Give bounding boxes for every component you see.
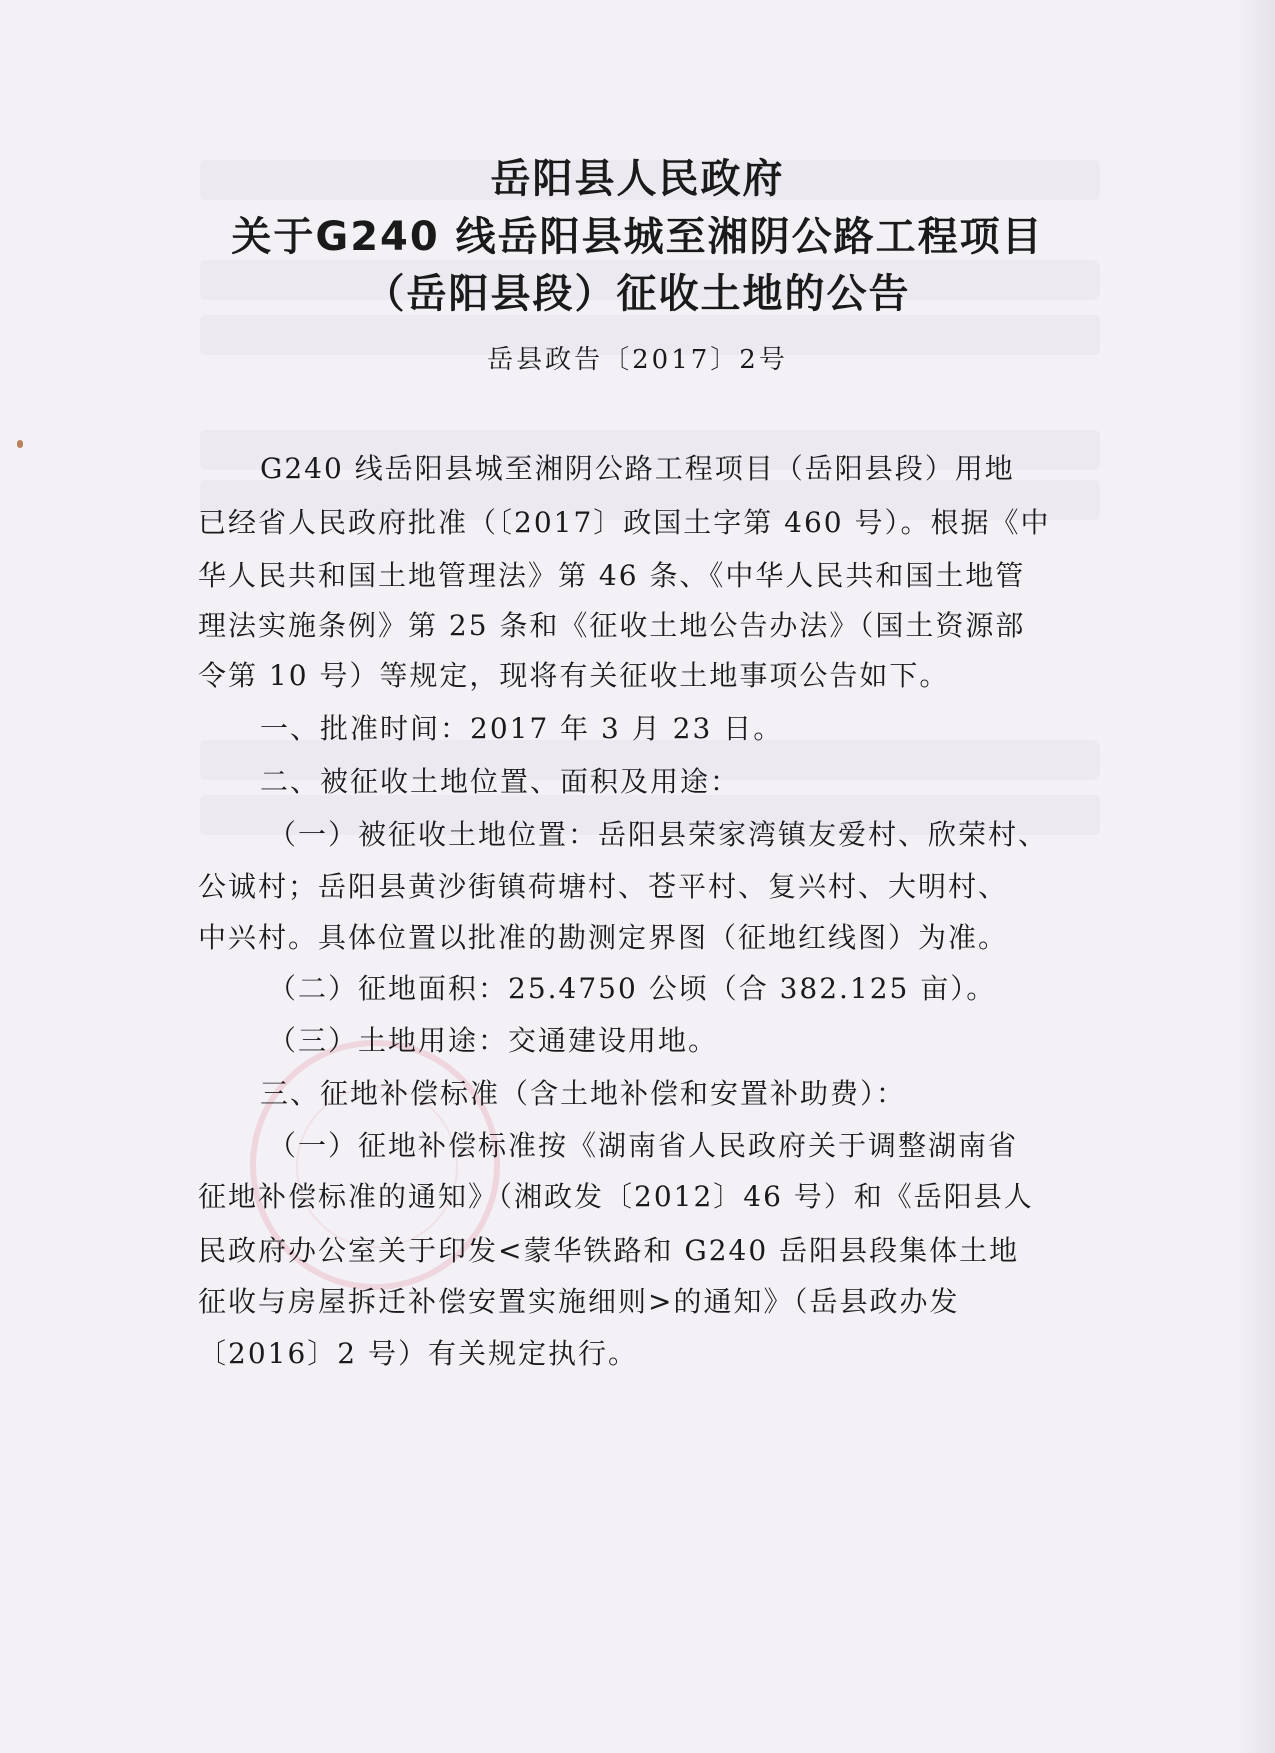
body-line: 华人民共和国土地管理法》第 46 条、《中华人民共和国土地管 <box>198 559 1026 592</box>
body-line: （二）征地面积：25.4750 公顷（合 382.125 亩）。 <box>268 972 997 1005</box>
title-line-1: 岳阳县人民政府 <box>490 156 785 202</box>
body-line: 征收与房屋拆迁补偿安置实施细则>的通知》（岳县政办发 <box>198 1285 960 1318</box>
title-line-2: 关于G240 线岳阳县城至湘阴公路工程项目 <box>231 214 1044 260</box>
body-line: 三、征地补偿标准（含土地补偿和安置补助费）： <box>260 1077 907 1110</box>
scan-speck <box>17 440 23 448</box>
body-line: 公诚村；岳阳县黄沙街镇荷塘村、苍平村、复兴村、大明村、 <box>198 870 1009 903</box>
body-line: 已经省人民政府批准（〔2017〕政国土字第 460 号）。根据《中 <box>198 506 1051 539</box>
body-line: 理法实施条例》第 25 条和《征收土地公告办法》（国土资源部 <box>198 609 1026 642</box>
body-line: （一）征地补偿标准按《湖南省人民政府关于调整湖南省 <box>268 1129 1019 1162</box>
body-line: 一、批准时间：2017 年 3 月 23 日。 <box>260 712 784 745</box>
body-line: 二、被征收土地位置、面积及用途： <box>260 765 741 798</box>
body-line: 令第 10 号）等规定，现将有关征收土地事项公告如下。 <box>198 659 950 692</box>
body-line: （三）土地用途：交通建设用地。 <box>268 1024 719 1057</box>
body-line: 〔2016〕2 号）有关规定执行。 <box>198 1337 638 1370</box>
body-line: （一）被征收土地位置：岳阳县荣家湾镇友爱村、欣荣村、 <box>268 818 1049 851</box>
title-line-3: （岳阳县段）征收土地的公告 <box>364 271 911 317</box>
body-line: G240 线岳阳县城至湘阴公路工程项目（岳阳县段）用地 <box>260 452 1015 485</box>
document-number: 岳县政告〔2017〕2号 <box>487 345 788 375</box>
body-line: 中兴村。具体位置以批准的勘测定界图（征地红线图）为准。 <box>198 921 1009 954</box>
body-line: 民政府办公室关于印发<蒙华铁路和 G240 岳阳县段集体土地 <box>198 1234 1020 1267</box>
body-line: 征地补偿标准的通知》（湘政发〔2012〕46 号）和《岳阳县人 <box>198 1180 1034 1213</box>
